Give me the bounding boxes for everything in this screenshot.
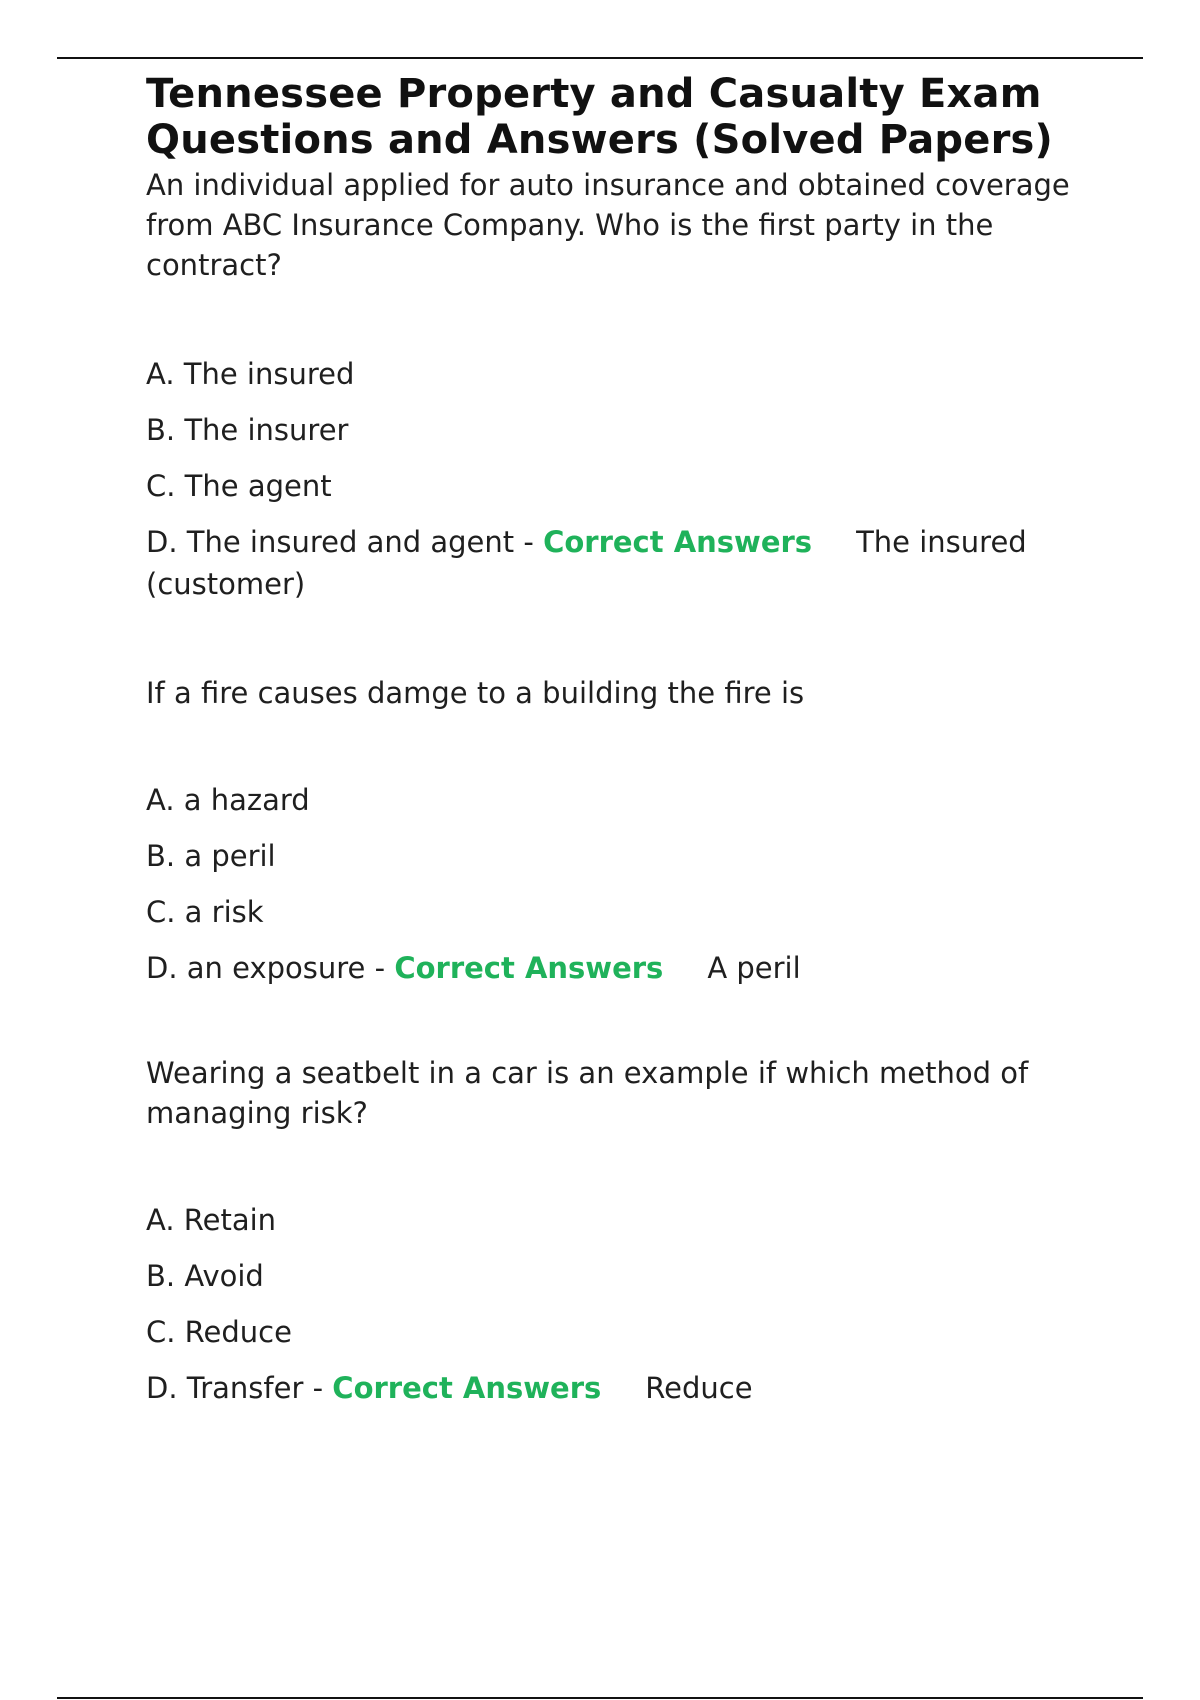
correct-answers-label: Correct Answers [394, 951, 664, 985]
option-list [146, 353, 1106, 605]
header-rule [57, 57, 1143, 59]
option-d-with-answer [146, 1367, 1106, 1409]
answer-value: A peril [707, 951, 801, 985]
option-b: B. Avoid [146, 1259, 264, 1293]
question-text: An individual applied for auto insurance and obtained coverage from ABC Insurance Company. Who is the first party in the contract? [146, 168, 1070, 282]
option-d-with-answer [146, 947, 1106, 989]
option-a: A. The insured [146, 357, 355, 391]
option-b: B. The insurer [146, 413, 349, 447]
option-list [146, 779, 1106, 989]
option-a: A. a hazard [146, 783, 310, 817]
correct-answers-label: Correct Answers [543, 525, 813, 559]
answer-value: The insured (customer) [146, 525, 1027, 601]
answer-value: Reduce [645, 1371, 753, 1405]
option-d-with-answer [146, 521, 1106, 605]
option-d: D. Transfer - [146, 1371, 333, 1405]
option-d: D. an exposure - [146, 951, 395, 985]
question-block-2 [146, 673, 1106, 989]
option-c: C. The agent [146, 469, 332, 503]
question-text: Wearing a seatbelt in a car is an example if which method of managing risk? [146, 1056, 1029, 1130]
option-a: A. Retain [146, 1203, 277, 1237]
question-text: If a fire causes damge to a building the fire is [146, 676, 805, 710]
question-block-1 [146, 165, 1106, 605]
option-list [146, 1199, 1106, 1409]
document-title: Tennessee Property and Casualty Exam Questions and Answers (Solved Papers) [146, 71, 1054, 163]
option-c: C. Reduce [146, 1315, 292, 1349]
option-c: C. a risk [146, 895, 264, 929]
footer-rule [57, 1697, 1143, 1699]
option-b: B. a peril [146, 839, 276, 873]
document-body [146, 71, 1106, 1409]
option-d: D. The insured and agent - [146, 525, 544, 559]
question-block-3 [146, 1053, 1106, 1409]
correct-answers-label: Correct Answers [332, 1371, 602, 1405]
